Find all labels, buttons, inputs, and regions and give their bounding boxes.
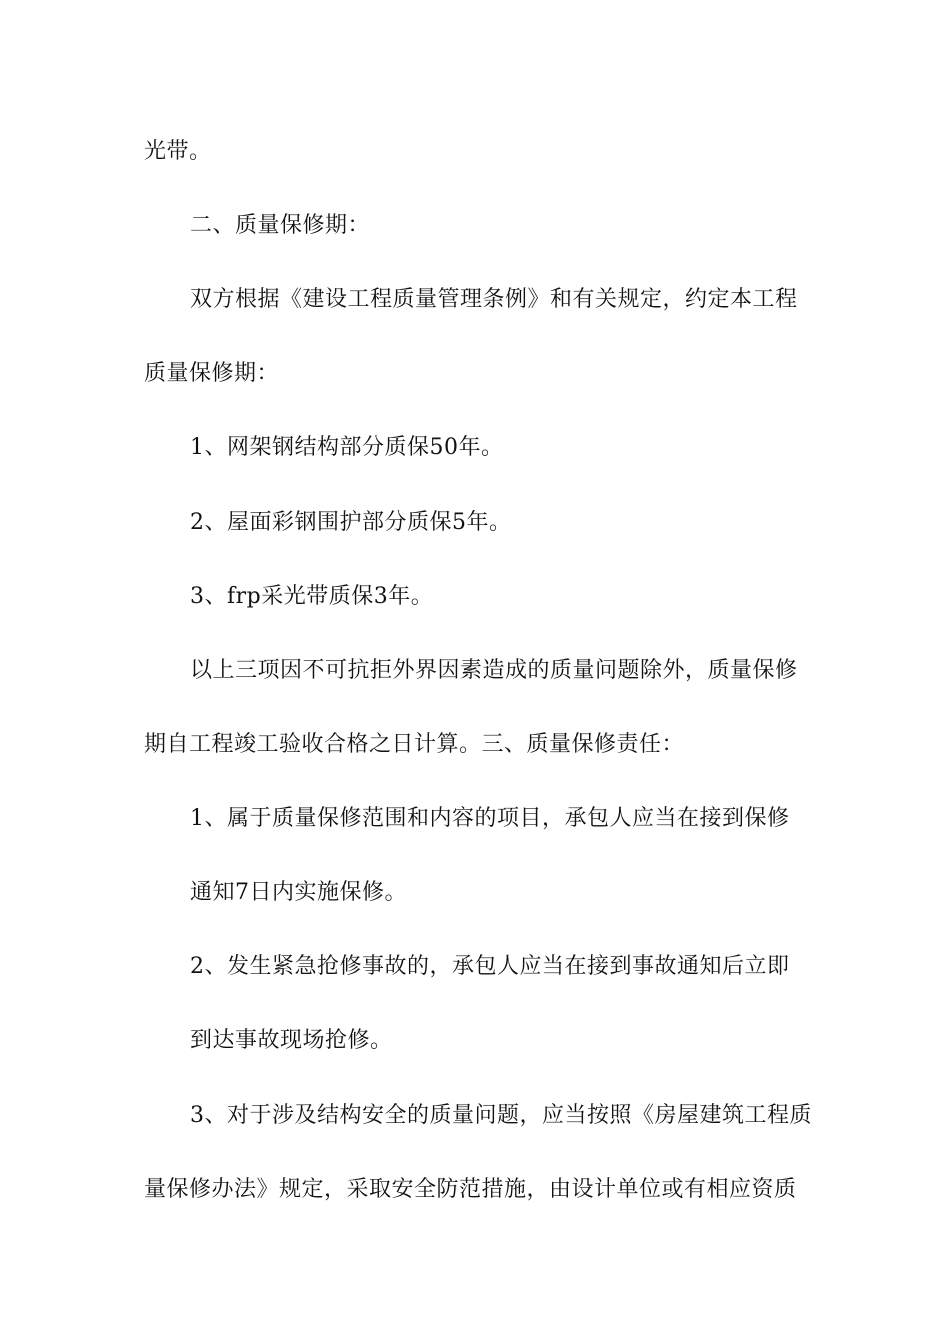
text-line: 通知7日内实施保修。	[190, 880, 407, 905]
list-item: 1、属于质量保修范围和内容的项目，承包人应当在接到保修	[190, 806, 790, 831]
list-item: 2、发生紧急抢修事故的，承包人应当在接到事故通知后立即	[190, 954, 790, 979]
text-line: 期自工程竣工验收合格之日计算。三、质量保修责任：	[144, 732, 685, 757]
text-line: 光带。	[144, 139, 212, 164]
section-heading: 二、质量保修期：	[190, 213, 371, 238]
list-item: 3、frp采光带质保3年。	[190, 584, 434, 609]
text-line: 双方根据《建设工程质量管理条例》和有关规定，约定本工程	[190, 287, 798, 312]
text-line: 量保修办法》规定，采取安全防范措施，由设计单位或有相应资质	[144, 1177, 797, 1202]
list-item: 3、对于涉及结构安全的质量问题，应当按照《房屋建筑工程质	[190, 1103, 812, 1128]
text-line: 到达事故现场抢修。	[190, 1028, 393, 1053]
text-line: 以上三项因不可抗拒外界因素造成的质量问题除外，质量保修	[190, 658, 798, 683]
list-item: 1、网架钢结构部分质保50年。	[190, 435, 504, 460]
text-line: 质量保修期：	[144, 361, 280, 386]
list-item: 2、屋面彩钢围护部分质保5年。	[190, 510, 512, 535]
